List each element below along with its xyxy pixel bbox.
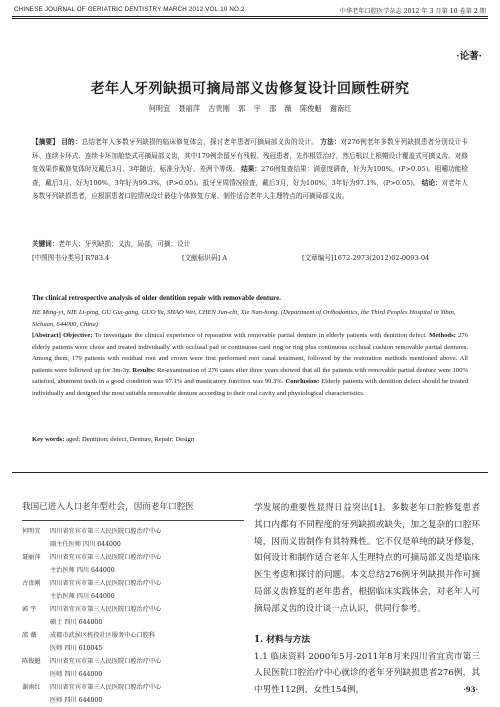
en-objective-label: Objective: bbox=[63, 332, 93, 339]
results-cn-label: 结果： bbox=[241, 165, 262, 174]
affiliation-text: 四川省宜宾市第三人民医院口腔治疗中心 bbox=[50, 580, 162, 587]
affiliation-row bbox=[22, 655, 244, 668]
classification-row bbox=[32, 252, 468, 265]
affiliation-author: 古贵刚 bbox=[22, 580, 41, 587]
en-objective: To investigate the clinical experience of reparation with removable partial denture in elderly patients with dentition defect. bbox=[94, 332, 427, 339]
affiliation-author: 郭 宇 bbox=[22, 606, 37, 613]
abstract-cn bbox=[32, 136, 468, 204]
footnote-rule bbox=[22, 520, 244, 521]
methods-cn: 对276例老年多数牙列缺损患者分别设计卡环、连续卡环式、连续卡环加舱垫式可摘局部义齿，其中179例余留牙有残根、残冠患者，先作根管治疗，然后根以上根帽设计覆盖式可摘义齿。对修复效果作戴修复体时及戴后3月、3年随访，标准分为好、差两个等级。 bbox=[32, 138, 469, 174]
affiliation-row bbox=[22, 551, 244, 564]
affiliation-text: 四川省宜宾市第三人民医院口腔治疗中心 bbox=[50, 606, 162, 613]
affiliation-text: 四川省宜宾市第三人民医院口腔治疗中心 bbox=[50, 684, 162, 691]
abstract-end-rule bbox=[12, 472, 488, 473]
affiliation-author bbox=[22, 616, 50, 629]
affiliation-row bbox=[22, 642, 244, 655]
affiliation-author: 何明宜 bbox=[22, 528, 41, 535]
affiliation-row bbox=[22, 538, 244, 551]
affiliation-text: 医师 四川 610045 bbox=[50, 645, 103, 652]
affiliation-author bbox=[22, 694, 50, 707]
affiliation-row bbox=[22, 694, 244, 707]
affiliation-author: 聂丽萍 bbox=[22, 554, 41, 561]
objective-cn: 总结老年人多数牙列缺损的临床修复体会，探讨老年患者可摘局部义齿的设计。 bbox=[81, 138, 319, 146]
affiliation-author: 陈俊魁 bbox=[22, 658, 41, 665]
article-title: 老年人牙列缺损可摘局部义齿修复设计回顾性研究 bbox=[90, 81, 410, 97]
affiliation-row bbox=[22, 603, 244, 616]
affiliation-row bbox=[22, 590, 244, 603]
journal-header-en: CHINESE JOURNAL OF GERIATRIC DENTISTRY MARCH 2012 VOL.10 NO.2 bbox=[14, 6, 245, 13]
affiliation-author: 谢南红 bbox=[22, 684, 41, 691]
intro-paragraph: 学发展的重要性显得日益突出[1]。多数老年口腔修复患者其口内都有不同程度的牙列缺损或缺失，加之复杂的口腔环境，因而义齿制作有其特殊性。它不仅是单纯的缺牙修复，如何设计和制作适合老年人生理特点的可摘局部义齿是临床医生考虑和探讨的问题。本文总结276例牙列缺损并作可摘局部义齿修复的老年患者，根据临床实践体会，对老年人可摘局部义齿的设计谈一点认识，供同行参考。 bbox=[254, 503, 480, 614]
author-list: 何明宜 聂丽萍 古贵刚 郭 宇 邵 薇 陈俊魁 谢南红 bbox=[148, 104, 352, 113]
affiliation-row bbox=[22, 629, 244, 642]
affiliation-text: 主治医师 四川 644000 bbox=[50, 567, 115, 574]
affiliation-author bbox=[22, 590, 50, 603]
affiliation-text: 成都市武侯区机投社区服务中心口腔科 bbox=[50, 632, 156, 639]
en-conclusion: Elderly patients with dentition defect should be treated individually and designed the most suitable removable denture according to their oral cavity and physiological characteristics. bbox=[32, 378, 468, 397]
en-results-label: Results: bbox=[132, 366, 156, 374]
affiliation-text: 医师 四川 644000 bbox=[50, 697, 103, 704]
en-conclusion-label: Conclusion: bbox=[285, 378, 320, 386]
affiliation-list bbox=[22, 525, 244, 707]
affiliation-row bbox=[22, 525, 244, 538]
english-title: The clinical retrospective analysis of older dentition repair with removable denture. bbox=[32, 294, 281, 302]
abstract-cn-label: 【摘要】 bbox=[32, 138, 60, 146]
objective-cn-label: 目的： bbox=[61, 138, 82, 146]
clc-number: [中图图书分类号] R783.4 bbox=[32, 254, 110, 262]
section-tag: ·论著· bbox=[456, 51, 482, 62]
right-column bbox=[254, 500, 480, 699]
en-abstract-label: [Abstract] bbox=[32, 332, 61, 339]
en-results: Re-examination of 276 cases after three years showed that all the patients with removable partial denture were 100% satisfied, abutment teeth in a good condition was 97.1% and masticatory function was 99.3%. bbox=[32, 366, 468, 386]
english-keywords bbox=[32, 436, 468, 443]
article-number: [文章编号]1672-2973(2012)02-0093-04 bbox=[302, 254, 430, 262]
english-authors: HE Ming-yi, NIE Li-ping, GU Gui-gang, GUO Yu, SHAO Wei, CHEN Jun-chi, Xie Nan-hong. (Department of Orthodontics, the Third Peoples Hospital in Yibin, Sichuan, 644000, China) bbox=[32, 309, 456, 328]
section-heading-materials-methods: 1. 材料与方法 bbox=[254, 634, 311, 645]
conclusion-cn-label: 结论： bbox=[421, 178, 442, 187]
conclusion-cn: 对老年人多数牙列缺损患者，应根据患者口腔情况设计最佳个体修复方案、制作适合老年人生理特点的可摘局部义齿。 bbox=[32, 178, 469, 201]
affiliation-row bbox=[22, 668, 244, 681]
clinical-data-paragraph: 1.1 临床资料 2000年5月-2011年8月来四川省宜宾市第三人民医院口腔治疗中心就诊的老年牙列缺损患者276例，其中男性112例，女性154例， bbox=[254, 651, 480, 696]
journal-header-cn: 中华老年口腔医学杂志 2012 年 3 月第 10 卷第 2 期 bbox=[339, 8, 486, 15]
affiliation-text: 硕士 四川 644000 bbox=[50, 619, 103, 626]
affiliation-text: 四川省宜宾市第三人民医院口腔治疗中心 bbox=[50, 554, 162, 561]
en-keywords-text: aged; Dentition; defect, Denture, Repair; Design bbox=[66, 436, 195, 443]
affiliation-row bbox=[22, 564, 244, 577]
doc-code: [文献标识码] A bbox=[182, 254, 227, 262]
affiliation-row bbox=[22, 577, 244, 590]
body-lead-text: 我国已进入人口老年型社会，因而老年口腔医 bbox=[22, 502, 194, 512]
affiliation-author bbox=[22, 668, 50, 681]
affiliation-author bbox=[22, 538, 50, 551]
header-rule bbox=[12, 16, 488, 17]
en-keywords-label: Key words: bbox=[32, 436, 65, 443]
keywords-cn-text: 老年人；牙列缺损；义齿，局部，可摘；设计 bbox=[58, 240, 191, 248]
english-abstract bbox=[32, 330, 468, 400]
affiliation-author bbox=[22, 642, 50, 655]
affiliation-author bbox=[22, 564, 50, 577]
methods-cn-label: 方法： bbox=[320, 138, 341, 146]
page-number: ·93· bbox=[463, 685, 478, 694]
affiliation-text: 四川省宜宾市第三人民医院口腔治疗中心 bbox=[50, 528, 162, 535]
affiliation-text: 副主任医师 四川 644000 bbox=[50, 541, 121, 548]
affiliation-text: 医师 四川 644000 bbox=[50, 671, 103, 678]
affiliation-text: 四川省宜宾市第三人民医院口腔治疗中心 bbox=[50, 658, 162, 665]
header-rule-thin bbox=[12, 18, 488, 19]
en-methods: 276 elderly patients were chose and treated individually with occlusal pad or continuous card ring or ring plus continuous occlusal cushion removable partial dentures. Among them, 179 patients with residual root and crown were first performed root canal treatment, followed by the restoration methods mentioned above. All patients were followed up for 3m-3y. bbox=[32, 332, 468, 374]
affiliation-text: 主治医师 四川 644000 bbox=[50, 593, 115, 600]
left-column bbox=[22, 500, 244, 707]
affiliation-author: 邵 薇 bbox=[22, 632, 37, 639]
affiliation-row bbox=[22, 616, 244, 629]
keywords-cn bbox=[32, 238, 468, 251]
results-cn: 276例复查结果：满意度调查，好为为100%，(P>0.05)。咀嚼功能检查，戴后3月、好为100%，3年好为99.3%，(P>0.05)。抵牙牙周情况检查，戴后3月，好为100%，3年好为97.1%，(P>0.05)。 bbox=[32, 165, 468, 187]
en-methods-label: Methods: bbox=[429, 332, 456, 339]
keywords-cn-label: 关键词： bbox=[32, 240, 59, 248]
